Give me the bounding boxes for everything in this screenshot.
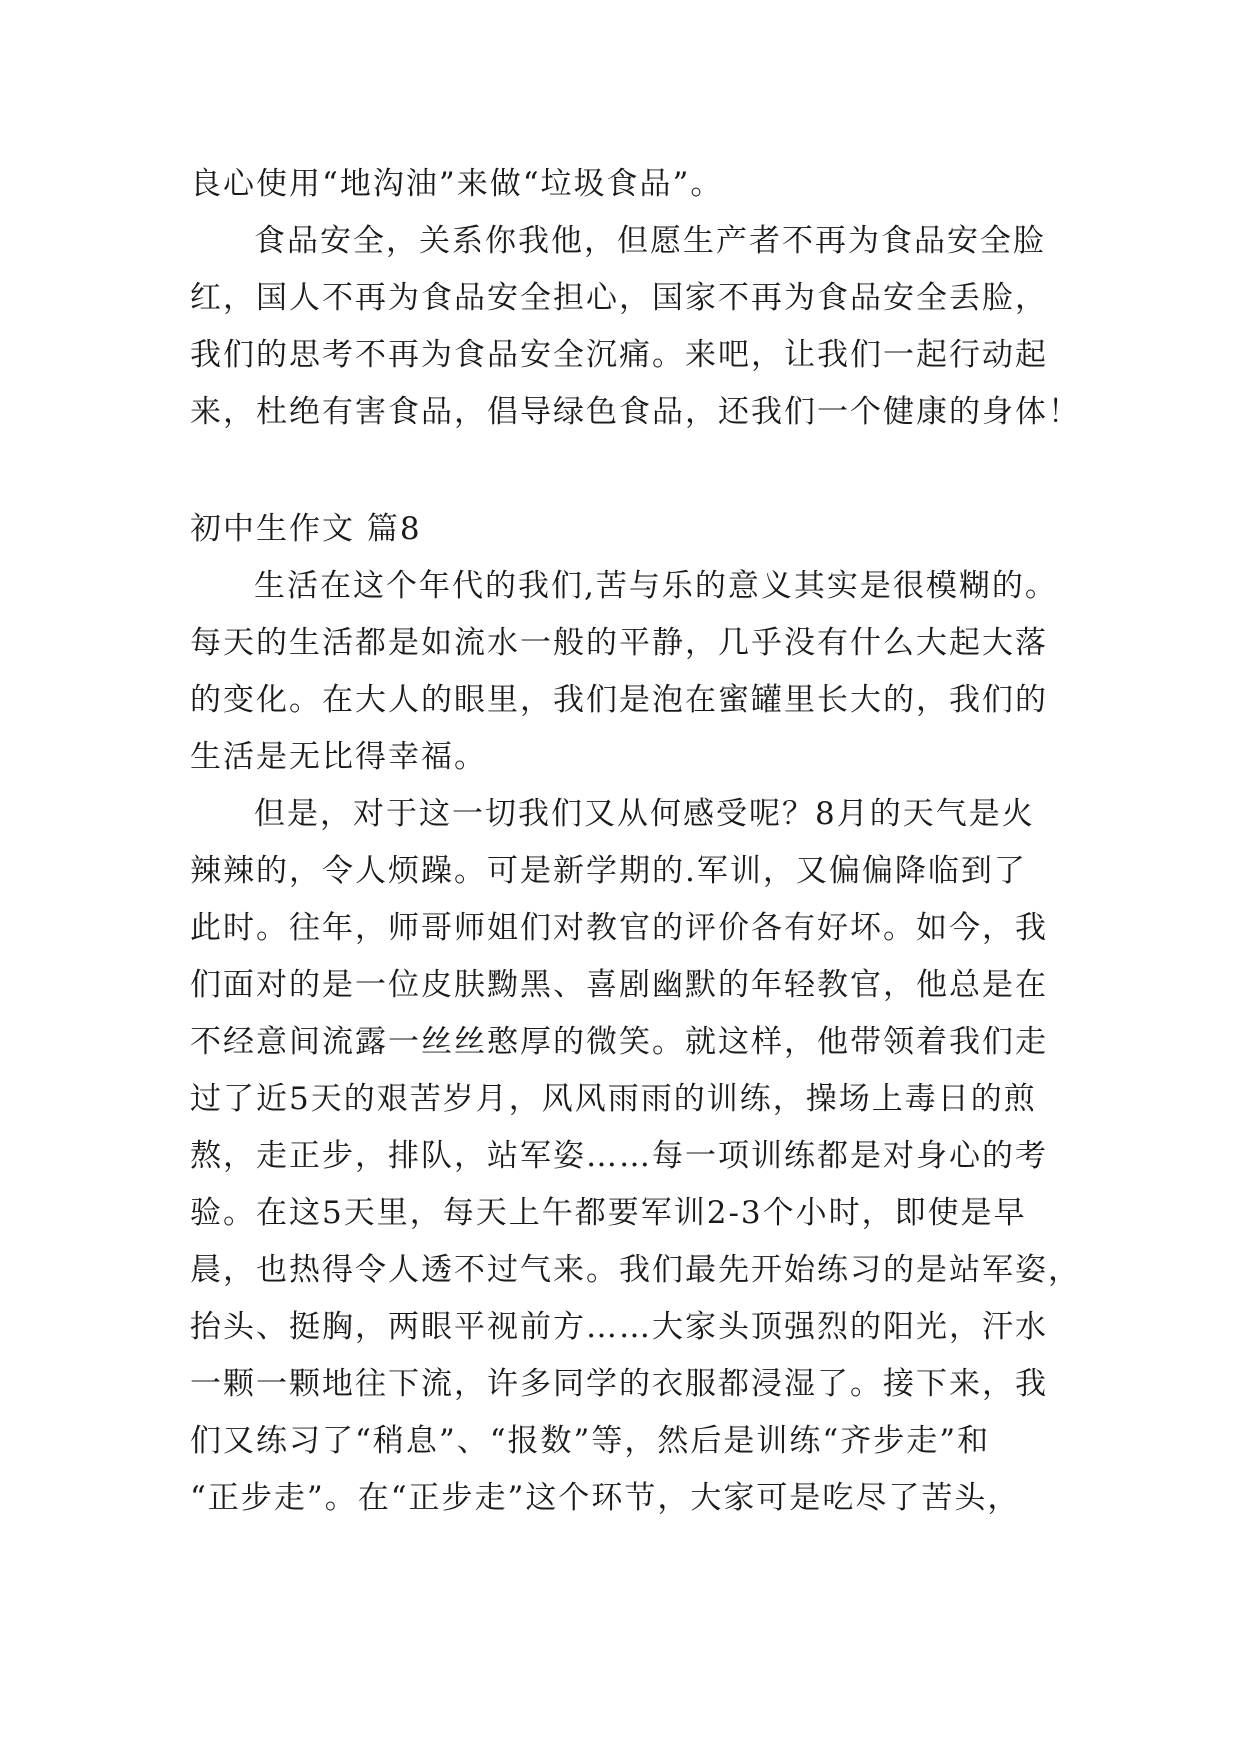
section-spacer [190,441,1060,501]
text-line: 来，杜绝有害食品，倡导绿色食品，还我们一个健康的身体！ [190,394,1081,430]
text-line: 验。在这5天里，每天上午都要军训2-3个小时，即使是早 [190,1195,1027,1231]
text-line: 此时。往年，师哥师姐们对教官的评价各有好坏。如今，我 [190,910,1048,946]
text-line: 的变化。在大人的眼里，我们是泡在蜜罐里长大的，我们的 [190,682,1048,718]
text-line: 生活在这个年代的我们,苦与乐的意义其实是很模糊的。 [254,568,1058,604]
text-line: 晨，也热得令人透不过气来。我们最先开始练习的是站军姿， [190,1252,1081,1288]
text-line: 食品安全，关系你我他，但愿生产者不再为食品安全脸 [254,223,1046,259]
section-heading: 初中生作文 篇8 [190,511,422,547]
text-line: 不经意间流露一丝丝憨厚的微笑。就这样，他带领着我们走 [190,1024,1048,1060]
text-line: 生活是无比得幸福。 [190,739,487,775]
text-line: 但是，对于这一切我们又从何感受呢？8月的天气是火 [254,796,1035,832]
text-line: 我们的思考不再为食品安全沉痛。来吧，让我们一起行动起 [190,337,1048,373]
text-line: 抬头、挺胸，两眼平视前方……大家头顶强烈的阳光，汗水 [190,1309,1048,1345]
text-line: 们又练习了“稍息”、“报数”等，然后是训练“齐步走”和 [190,1423,991,1459]
text-line: 每天的生活都是如流水一般的平静，几乎没有什么大起大落 [190,625,1048,661]
document-body [190,156,1081,1527]
text-line: 熬，走正步，排队，站军姿……每一项训练都是对身心的考 [190,1138,1048,1174]
text-line: “正步走”。在“正步走”这个环节，大家可是吃尽了苦头， [190,1480,1021,1516]
text-line: 良心使用“地沟油”来做“垃圾食品”。 [190,166,724,202]
text-line: 们面对的是一位皮肤黝黑、喜剧幽默的年轻教官，他总是在 [190,967,1048,1003]
text-line: 过了近5天的艰苦岁月，风风雨雨的训练，操场上毒日的煎 [190,1081,1037,1117]
text-line: 一颗一颗地往下流，许多同学的衣服都浸湿了。接下来，我 [190,1366,1048,1402]
text-line: 红，国人不再为食品安全担心，国家不再为食品安全丢脸， [190,280,1048,316]
text-line: 辣辣的，令人烦躁。可是新学期的.军训，又偏偏降临到了 [190,853,1027,889]
